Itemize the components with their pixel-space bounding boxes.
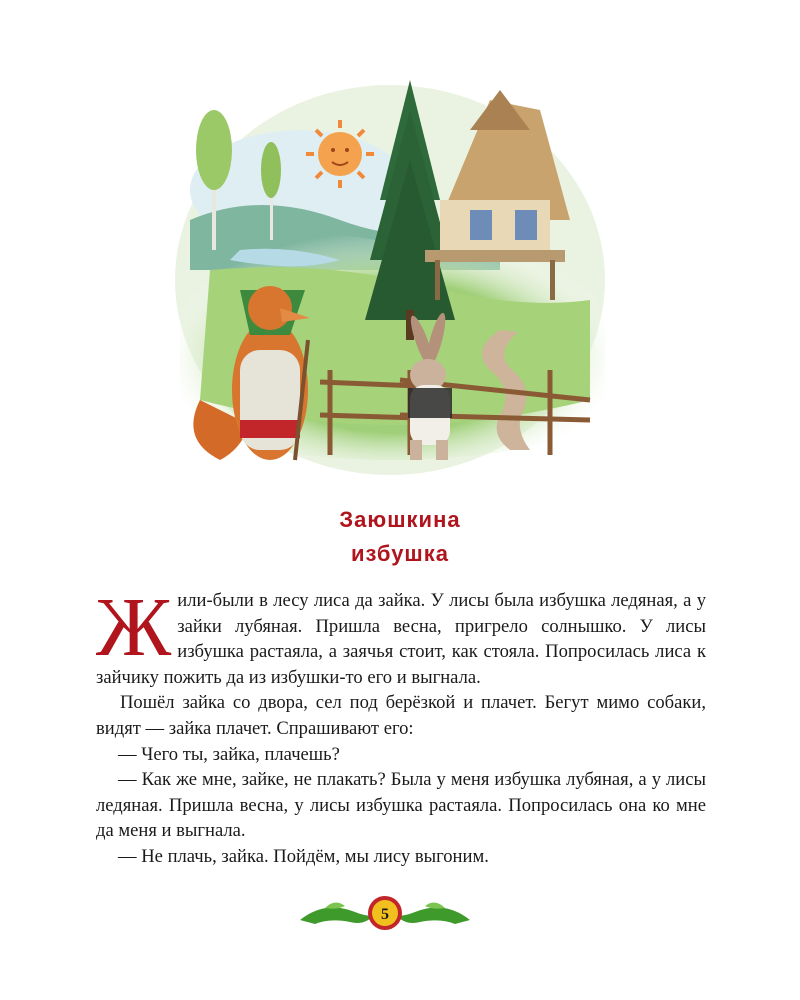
paragraph-1: [96, 581, 706, 690]
page-number-ornament: [295, 890, 475, 936]
drop-cap: Ж: [96, 581, 172, 674]
story-body: [96, 581, 706, 870]
story-title-line2: [0, 541, 800, 567]
paragraph-2: Пошёл зайка со двора, сел под берёзкой и плачет. Бегут мимо собаки, видят — зайка плачет. Спрашивают его:: [96, 692, 706, 739]
story-title-line1: [0, 507, 800, 533]
title-line1-text: Заюшкина: [339, 507, 461, 532]
paragraph-1-text: или-были в лесу лиса да зайка. У лисы была избушка ледяная, а у зайки лубяная. Пришла весна, пригрело солнышко. У лисы избушка растаяла, а заячья стоит, как стояла. Попросилась лиса к зайчику пожить да из избушки-то его и выгнала.: [96, 590, 706, 688]
dialogue-line-2: — Как же мне, зайке, не плакать? Была у меня избушка лубяная, а у лисы ледяная. Пришла весна, у лисы избушка растаяла. Попросилась она ко мне да меня и выгнала.: [96, 769, 706, 842]
dialogue-line-3: — Не плачь, зайка. Пойдём, мы лису выгоним.: [118, 845, 489, 867]
story-illustration: [170, 70, 610, 480]
title-line2-text: избушка: [350, 541, 450, 566]
page-number: 5: [381, 906, 389, 923]
dialogue-line-1: — Чего ты, зайка, плачешь?: [118, 743, 340, 765]
